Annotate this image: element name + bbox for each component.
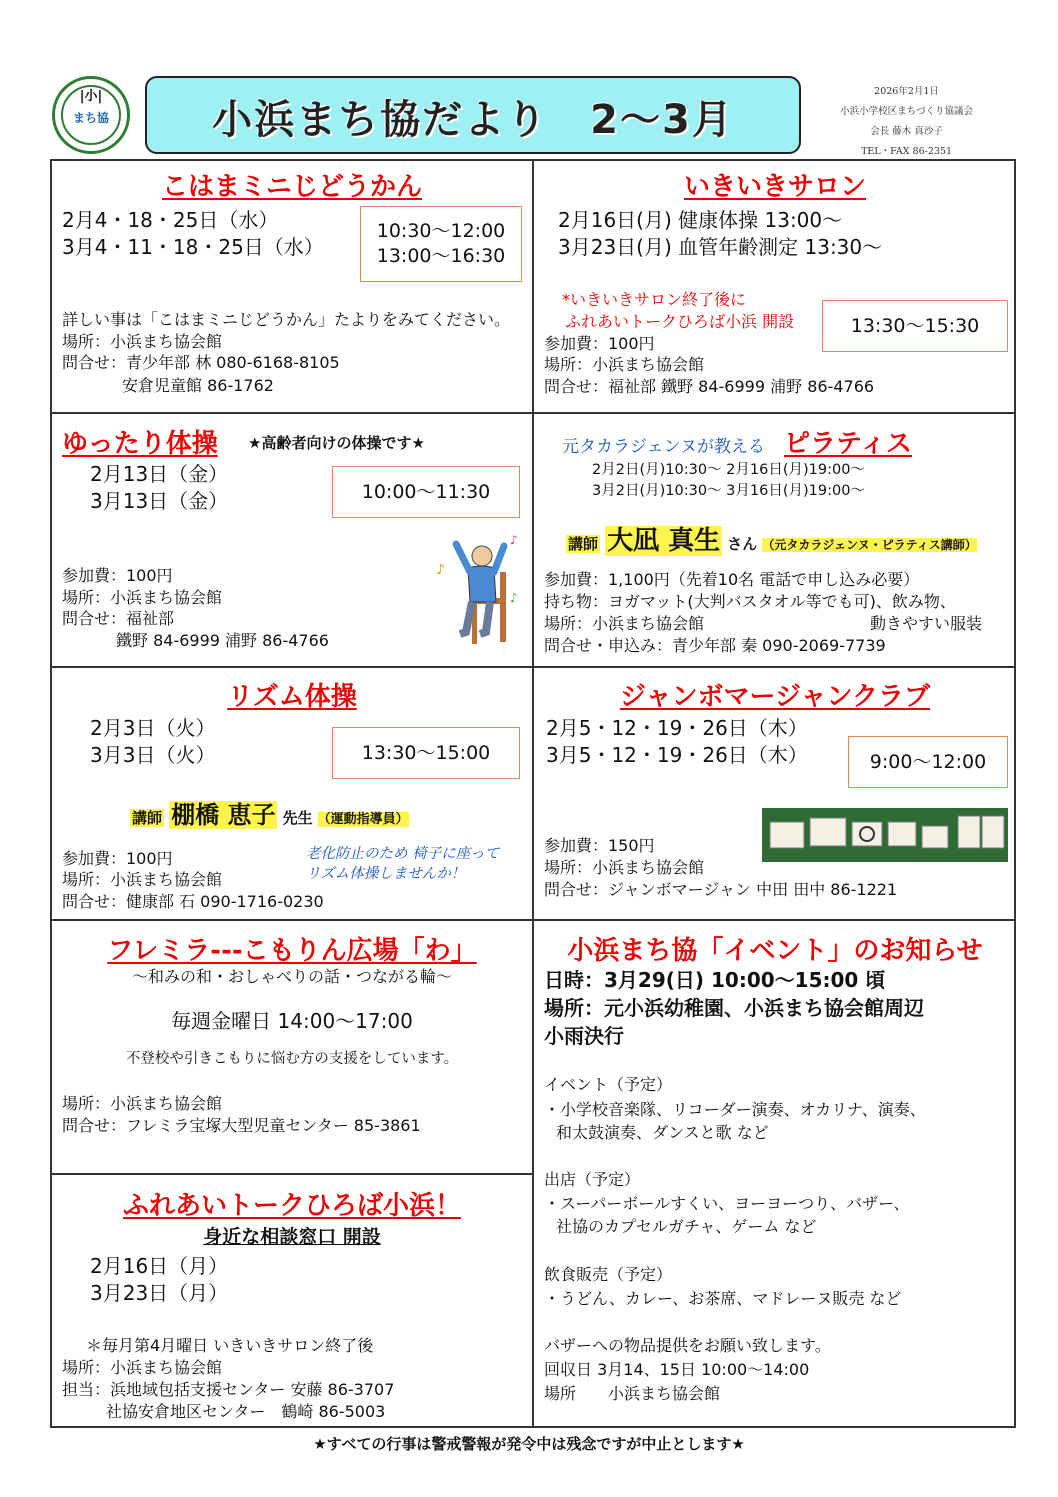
event-shop-heading: 出店（予定） <box>544 1170 641 1189</box>
rhythm-contact: 問合せ：健康部 石 090-1716-0230 <box>62 892 324 911</box>
kohama-time-2: 13:00～16:30 <box>376 245 506 267</box>
fremira-contact: 問合せ：フレミラ宝塚大型児童センター 85-3861 <box>62 1116 421 1135</box>
pilates-fee: 参加費：1,100円（先着10名 電話で申し込み必要） <box>544 570 920 589</box>
pilates-teacher-suffix: さん <box>727 535 758 553</box>
talk-date-feb: 2月16日（月） <box>90 1254 229 1278</box>
newsletter-title: 小浜まち協だより 2～3月 <box>212 97 734 143</box>
svg-text:♪: ♪ <box>510 533 518 547</box>
event-food-heading: 飲食販売（予定） <box>544 1265 673 1284</box>
rhythm-title: リズム体操 <box>227 682 357 712</box>
logo-label: まち協 <box>72 111 109 125</box>
exercise-illustration <box>430 528 525 648</box>
event-program-1: ・小学校音楽隊、リコーダー演奏、オカリナ、演奏、 <box>544 1100 926 1119</box>
rhythm-date-feb: 2月3日（火） <box>90 716 216 740</box>
rhythm-teacher-line <box>130 795 409 830</box>
pilates-items: 持ち物：ヨガマット(大判バスタオル等でも可)、飲み物、 <box>544 592 956 611</box>
event-collect-date: 回収日 3月14、15日 10:00～14:00 <box>544 1360 810 1379</box>
row-divider-3 <box>50 919 1016 921</box>
chair-name: 会長 藤木 真沙子 <box>870 126 943 137</box>
svg-text:♪: ♪ <box>510 591 518 605</box>
kohama-time-1: 10:30～12:00 <box>376 220 506 242</box>
kohama-title: こはまミニじどうかん <box>161 172 422 202</box>
footer-notice: ★すべての行事は警戒警報が発令中は残念ですが中止とします★ <box>313 1435 745 1453</box>
event-where: 場所：元小浜幼稚園、小浜まち協会館周辺 <box>544 996 924 1020</box>
fremira-subtitle: ～和みの和・おしゃべりの話・つながる輪～ <box>131 967 452 986</box>
yuttari-place: 場所：小浜まち協会館 <box>62 588 223 607</box>
mahjong-time-box: 9:00～12:00 <box>848 736 1008 788</box>
yuttari-subtitle: ★高齢者向けの体操です★ <box>248 434 425 452</box>
kohama-date-mar: 3月4・11・18・25日（水） <box>62 235 324 259</box>
rhythm-date-mar: 3月3日（火） <box>90 743 216 767</box>
talk-contact-1: 担当：浜地域包括支援センター 安藤 86-3707 <box>62 1380 395 1399</box>
row-divider-left-4 <box>50 1173 534 1175</box>
pilates-teacher-prefix: 講師 <box>568 535 599 553</box>
mahjong-fee: 参加費：150円 <box>544 836 655 855</box>
salon-time-box: 13:30～15:30 <box>822 300 1008 352</box>
pilates-dates-feb: 2月2日(月)10:30～ 2月16日(月)19:00～ <box>592 462 865 478</box>
talk-date-mar: 3月23日（月） <box>90 1281 229 1305</box>
kohama-note: 詳しい事は「こはまミニじどうかん」たよりをみてください。 <box>62 310 511 329</box>
tel-fax: TEL・FAX 86-2351 <box>861 146 953 157</box>
talk-note: ＊毎月第4月曜日 いきいきサロン終了後 <box>86 1336 374 1355</box>
machikyo-logo <box>52 76 130 154</box>
event-shop-1: ・スーパーボールすくい、ヨーヨーつり、バザー、 <box>544 1194 910 1213</box>
row-divider-2 <box>50 666 1016 668</box>
yuttari-fee: 参加費：100円 <box>62 566 173 585</box>
pilates-clothes: 動きやすい服装 <box>870 614 983 633</box>
yuttari-contact-1: 問合せ：福祉部 <box>62 609 175 628</box>
rhythm-teacher-note: （運動指導員） <box>317 812 409 827</box>
org-name: 小浜小学校区まちづくり協議会 <box>840 106 973 117</box>
rhythm-fee: 参加費：100円 <box>62 849 173 868</box>
fremira-schedule: 毎週金曜日 14:00～17:00 <box>171 1009 413 1033</box>
mahjong-date-mar: 3月5・12・19・26日（木） <box>546 743 808 767</box>
yuttari-date-feb: 2月13日（金） <box>90 462 229 486</box>
kohama-contact-1: 問合せ：青少年部 林 080-6168-8105 <box>62 353 340 372</box>
event-food-1: ・うどん、カレー、お茶席、マドレーヌ販売 など <box>544 1289 902 1308</box>
fremira-title: フレミラ---こもりん広場「わ」 <box>107 936 477 966</box>
logo-mark: |小| <box>79 89 103 104</box>
issuer-info <box>840 82 973 162</box>
svg-text:♪: ♪ <box>436 562 445 578</box>
salon-contact: 問合せ：福祉部 鐵野 84-6999 浦野 86-4766 <box>544 377 875 396</box>
salon-date-feb: 2月16日(月) 健康体操 13:00～ <box>558 208 843 232</box>
kohama-place: 場所：小浜まち協会館 <box>62 332 223 351</box>
event-rain: 小雨決行 <box>544 1024 624 1048</box>
yuttari-contact-2: 鐵野 84-6999 浦野 86-4766 <box>116 631 329 650</box>
rhythm-teacher-name: 棚橋 恵子 <box>171 801 276 829</box>
event-program-heading: イベント（予定） <box>544 1075 673 1094</box>
fremira-place: 場所：小浜まち協会館 <box>62 1094 223 1113</box>
table-border-right <box>1014 159 1016 1428</box>
mahjong-contact: 問合せ：ジャンボマージャン 中田 田中 86-1221 <box>544 880 898 899</box>
issue-date: 2026年2月1日 <box>874 86 939 97</box>
fremira-desc: 不登校や引きこもりに悩む方の支援をしています。 <box>125 1051 459 1067</box>
mahjong-tiles-photo <box>762 808 1008 862</box>
kohama-time-box <box>360 206 522 282</box>
talk-subtitle: 身近な相談窓口 開設 <box>203 1226 381 1248</box>
pilates-place: 場所：小浜まち協会館 <box>544 614 705 633</box>
pilates-title: ピラティス <box>784 429 912 459</box>
newsletter-title-box <box>145 76 801 154</box>
salon-place: 場所：小浜まち協会館 <box>544 355 705 374</box>
yuttari-date-mar: 3月13日（金） <box>90 489 229 513</box>
mahjong-date-feb: 2月5・12・19・26日（木） <box>546 716 808 740</box>
pilates-teacher-note: （元タカラジェンヌ・ピラティス講師） <box>762 538 977 552</box>
rhythm-time-box: 13:30～15:00 <box>332 727 520 779</box>
mahjong-place: 場所：小浜まち協会館 <box>544 858 705 877</box>
event-when: 日時：3月29(日) 10:00～15:00 頃 <box>544 968 886 992</box>
yuttari-time-box: 10:00～11:30 <box>332 466 520 518</box>
event-collect-place: 場所 小浜まち協会館 <box>544 1384 721 1403</box>
event-title: 小浜まち協「イベント」のお知らせ <box>567 936 983 966</box>
pilates-dates-mar: 3月2日(月)10:30～ 3月16日(月)19:00～ <box>592 483 865 499</box>
pilates-contact: 問合せ・申込み：青少年部 秦 090-2069-7739 <box>544 636 886 655</box>
rhythm-place: 場所：小浜まち協会館 <box>62 870 223 889</box>
salon-note-1: *いきいきサロン終了後に <box>562 290 747 309</box>
pilates-lead: 元タカラジェンヌが教える <box>562 437 765 457</box>
rhythm-teacher-suffix: 先生 <box>282 809 313 827</box>
talk-place: 場所：小浜まち協会館 <box>62 1358 223 1377</box>
talk-title: ふれあいトークひろば小浜！ <box>122 1191 461 1221</box>
pilates-teacher-line <box>566 520 977 557</box>
talk-contact-2: 社協安倉地区センター 鶴崎 86-5003 <box>106 1402 386 1421</box>
kohama-contact-2: 安倉児童館 86-1762 <box>122 376 274 395</box>
event-shop-2: 社協のカプセルガチャ、ゲーム など <box>556 1217 817 1236</box>
rhythm-invite-2: リズム体操しませんか！ <box>306 866 466 882</box>
salon-date-mar: 3月23日(月) 血管年齢測定 13:30～ <box>558 235 883 259</box>
row-divider-1 <box>50 412 1016 414</box>
yuttari-title: ゆったり体操 <box>62 429 218 459</box>
salon-fee: 参加費：100円 <box>544 334 655 353</box>
rhythm-teacher-prefix: 講師 <box>132 809 163 827</box>
mahjong-title: ジャンボマージャンクラブ <box>620 682 930 712</box>
event-program-2: 和太鼓演奏、ダンスと歌 など <box>556 1123 769 1142</box>
rhythm-invite-1: 老化防止のため 椅子に座って <box>306 846 500 862</box>
kohama-date-feb: 2月4・18・25日（水） <box>62 208 279 232</box>
salon-note-2: ふれあいトークひろば小浜 開設 <box>565 312 795 331</box>
pilates-teacher-name: 大凪 真生 <box>607 526 721 556</box>
event-bazaar-request: バザーへの物品提供をお願い致します。 <box>544 1336 831 1355</box>
salon-title: いきいきサロン <box>683 172 866 202</box>
